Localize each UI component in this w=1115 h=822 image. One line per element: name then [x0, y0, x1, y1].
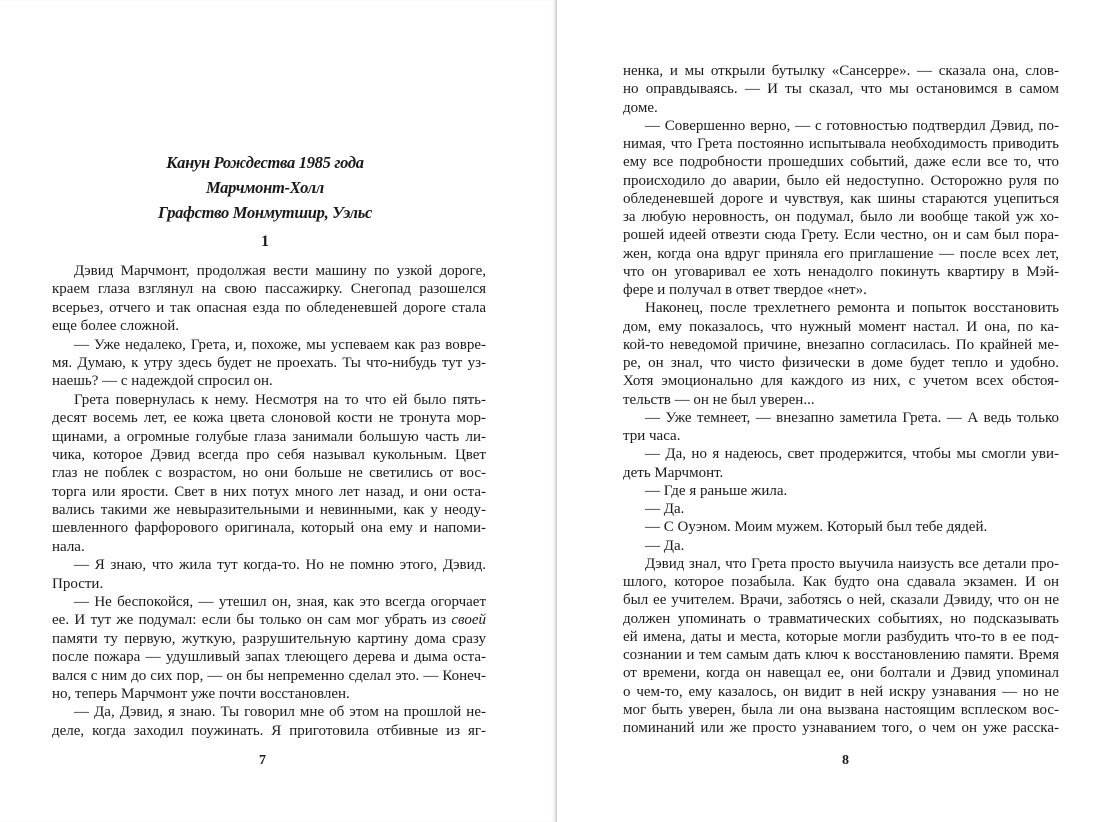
- text-line: сознании и тем самым дать ключ к восстановлению памяти. Время: [623, 647, 1059, 663]
- text-line: Грета повернулась к нему. Несмотря на то что ей было пять-: [74, 391, 486, 408]
- text-line: от времени, когда он навещал ее, они болтали и Дэвид упоминал: [623, 665, 1059, 682]
- page-number: 8: [842, 753, 849, 768]
- paragraph: [623, 555, 1059, 738]
- heading-date: Канун Рождества 1985 года: [166, 153, 364, 172]
- text-line: дом, ему показалось, что нужный момент настал. И она, по ка-: [623, 318, 1059, 335]
- text-line: Хотя эмоционально для каждого из них, с учетом всех обстоя-: [623, 373, 1059, 390]
- text-line: — Уже темнеет, — внезапно заметила Грета. — А ведь только: [645, 409, 1059, 426]
- text-line: — Не беспокойся, — утешил он, зная, как это всегда огорчает: [74, 594, 486, 611]
- paragraph: [52, 556, 486, 593]
- text-line: после пожара — удушливый запах тлеющего дерева и дыма оста-: [52, 649, 486, 666]
- text-line: жен, когда она вдруг приняла его приглашение — после всех лет,: [623, 245, 1059, 262]
- text-line: ре, он знал, что чисто физически в доме будет тепло и удобно.: [623, 355, 1059, 371]
- text-line: ей имена, даты и места, которые могли разбудить что-то в ее под-: [623, 628, 1059, 645]
- emphasized-word: своей: [451, 612, 486, 629]
- paragraph: [623, 62, 1059, 117]
- text-line: щинами, а огромные голубые глаза занимали большую часть ли-: [52, 428, 486, 445]
- text-line: памяти ту первую, жуткую, разрушительную картину дома сразу: [52, 630, 486, 647]
- text-line: — Я знаю, что жила тут когда-то. Но не помню этого, Дэвид.: [74, 557, 486, 574]
- text-line: всерьез, отчего и так опасная езда по обледеневшей дороге стала: [52, 299, 486, 316]
- text-line: Прости.: [52, 575, 104, 592]
- text-line: чика, которое Дэвид всегда про себя называл кукольным. Цвет: [52, 446, 486, 463]
- text-line: поминаний или же просто узнаванием того, о чем он уже расска-: [623, 720, 1059, 736]
- paragraph: [52, 262, 486, 336]
- text-line: кой-то неведомой причине, внезапно согласилась. По крайней ме-: [623, 336, 1059, 353]
- text-line: — Где я раньше жила.: [645, 482, 788, 499]
- paragraph: [623, 409, 1059, 446]
- paragraph: [623, 117, 1059, 300]
- right-page: [557, 0, 1115, 822]
- text-line: шевленного фарфорового оригинала, который она ему и напоми-: [52, 520, 486, 537]
- text-line: тельств — он не был уверен...: [623, 391, 815, 408]
- right-page-body-text: [623, 62, 1059, 737]
- text-line: — Да, Дэвид, я знаю. Ты говорил мне об этом на прошлой не-: [74, 704, 486, 721]
- text-line: был ее учителем. Врачи, заботясь о ней, сказали Дэвиду, что он не: [623, 592, 1059, 609]
- paragraph: [623, 482, 1059, 500]
- text-line: ее. И тут же подумал: если бы только он сам мог убрать из своей: [52, 612, 486, 629]
- paragraph: [623, 445, 1059, 482]
- paragraph: [52, 391, 486, 557]
- text-line: деле, когда заходил поужинать. Я приготовила отбивные из яг-: [52, 722, 486, 739]
- paragraph: [623, 500, 1059, 518]
- text-line: но, теперь Марчмонт уже почти восстановлен.: [52, 685, 350, 702]
- text-line: ненка, и мы открыли бутылку «Сансерре». — сказала она, слов-: [623, 63, 1059, 79]
- text-line: шлого, которое позабыла. Как будто она сдавала экзамен. И он: [623, 574, 1059, 590]
- text-line: деть Марчмонт.: [623, 464, 724, 481]
- page-number: 7: [259, 753, 266, 768]
- text-line: — Да.: [645, 501, 685, 517]
- text-line: Наконец, после трехлетнего ремонта и попыток восстановить: [645, 300, 1059, 317]
- text-line: вались такими же невыразительными и невинными, как у неоду-: [52, 502, 486, 519]
- text-line: нала.: [52, 538, 85, 555]
- text-line: — Совершенно верно, — с готовностью подтвердил Дэвид, по-: [645, 117, 1059, 134]
- text-line: за любую неровность, он подумал, было ли вообще такой уж хо-: [623, 209, 1059, 225]
- paragraph: [623, 537, 1059, 555]
- text-line: три часа.: [623, 428, 681, 444]
- text-line: но оправдываясь. — И ты сказал, что мы остановимся в самом: [623, 81, 1059, 98]
- chapter-heading-block: [0, 150, 530, 225]
- text-line: — Да.: [645, 537, 685, 554]
- chapter-number: 1: [261, 233, 269, 250]
- paragraph: [623, 518, 1059, 536]
- text-line: обледеневшей дороге и чувствуя, как шины стараются уцепиться: [623, 190, 1059, 207]
- left-page: [0, 0, 557, 822]
- text-line: — Уже недалеко, Грета, и, похоже, мы успеваем как раз вовре-: [74, 336, 486, 353]
- text-line: нимая, что Грета постоянно испытывала необходимость приводить: [623, 136, 1059, 152]
- text-line: Дэвид Марчмонт, продолжая вести машину по узкой дороге,: [74, 263, 486, 279]
- text-line: десят восемь лет, ее кожа цвета слоновой кости не тронута мор-: [52, 410, 486, 427]
- text-line: фере и получал в ответ твердое «нет».: [623, 282, 867, 298]
- text-line: краем глаза взглянул на свою пассажирку. Снегопад разошелся: [52, 281, 486, 298]
- text-line: — С Оуэном. Моим мужем. Который был тебе дядей.: [645, 519, 988, 536]
- paragraph: [623, 299, 1059, 409]
- text-line: наешь? — с надеждой спросил он.: [52, 373, 273, 390]
- text-line: — Да, но я надеюсь, свет продержится, чтобы мы смогли уви-: [645, 446, 1059, 463]
- text-line: Дэвид знал, что Грета просто выучила наизусть все детали про-: [645, 555, 1059, 572]
- text-line: ему все подробности прошедших событий, даже если все то, что: [623, 154, 1059, 171]
- text-line: о чем-то, ему казалось, он видит в ней искру узнавания — но не: [623, 683, 1059, 700]
- text-line: что он уговаривал ее хоть ненадолго покинуть квартиру в Мэй-: [623, 263, 1059, 280]
- text-line: мог быть уверен, была ли она вызвана настоящим всплеском вос-: [623, 701, 1059, 718]
- text-line: должен упоминать о травматических событиях, но подсказывать: [623, 610, 1059, 627]
- text-line: вался с ним до сих пор, — он бы непременно сделал это. — Конеч-: [52, 667, 486, 684]
- text-line: торга или ярости. Свет в них потух много лет назад, и они оста-: [52, 483, 486, 500]
- paragraph: [52, 336, 486, 391]
- left-page-body-text: [52, 262, 486, 740]
- text-line: глаз не поблек с возрастом, но они больше не светились от вос-: [52, 465, 486, 482]
- heading-region: Графство Монмутшир, Уэльс: [158, 203, 372, 222]
- text-line: рошей идеей отвезти сюда Грету. Если честно, он и сам был пора-: [623, 227, 1059, 244]
- paragraph: [52, 703, 486, 740]
- text-line: мя. Думаю, к утру здесь будет не проехать. Ты что-нибудь тут уз-: [52, 354, 486, 371]
- text-line: доме.: [623, 99, 658, 116]
- paragraph: [52, 593, 486, 703]
- text-line: происходило до аварии, было ей недоступно. Осторожно руля по: [623, 172, 1059, 189]
- text-line: еще более сложной.: [52, 318, 180, 335]
- heading-place: Марчмонт-Холл: [206, 178, 324, 197]
